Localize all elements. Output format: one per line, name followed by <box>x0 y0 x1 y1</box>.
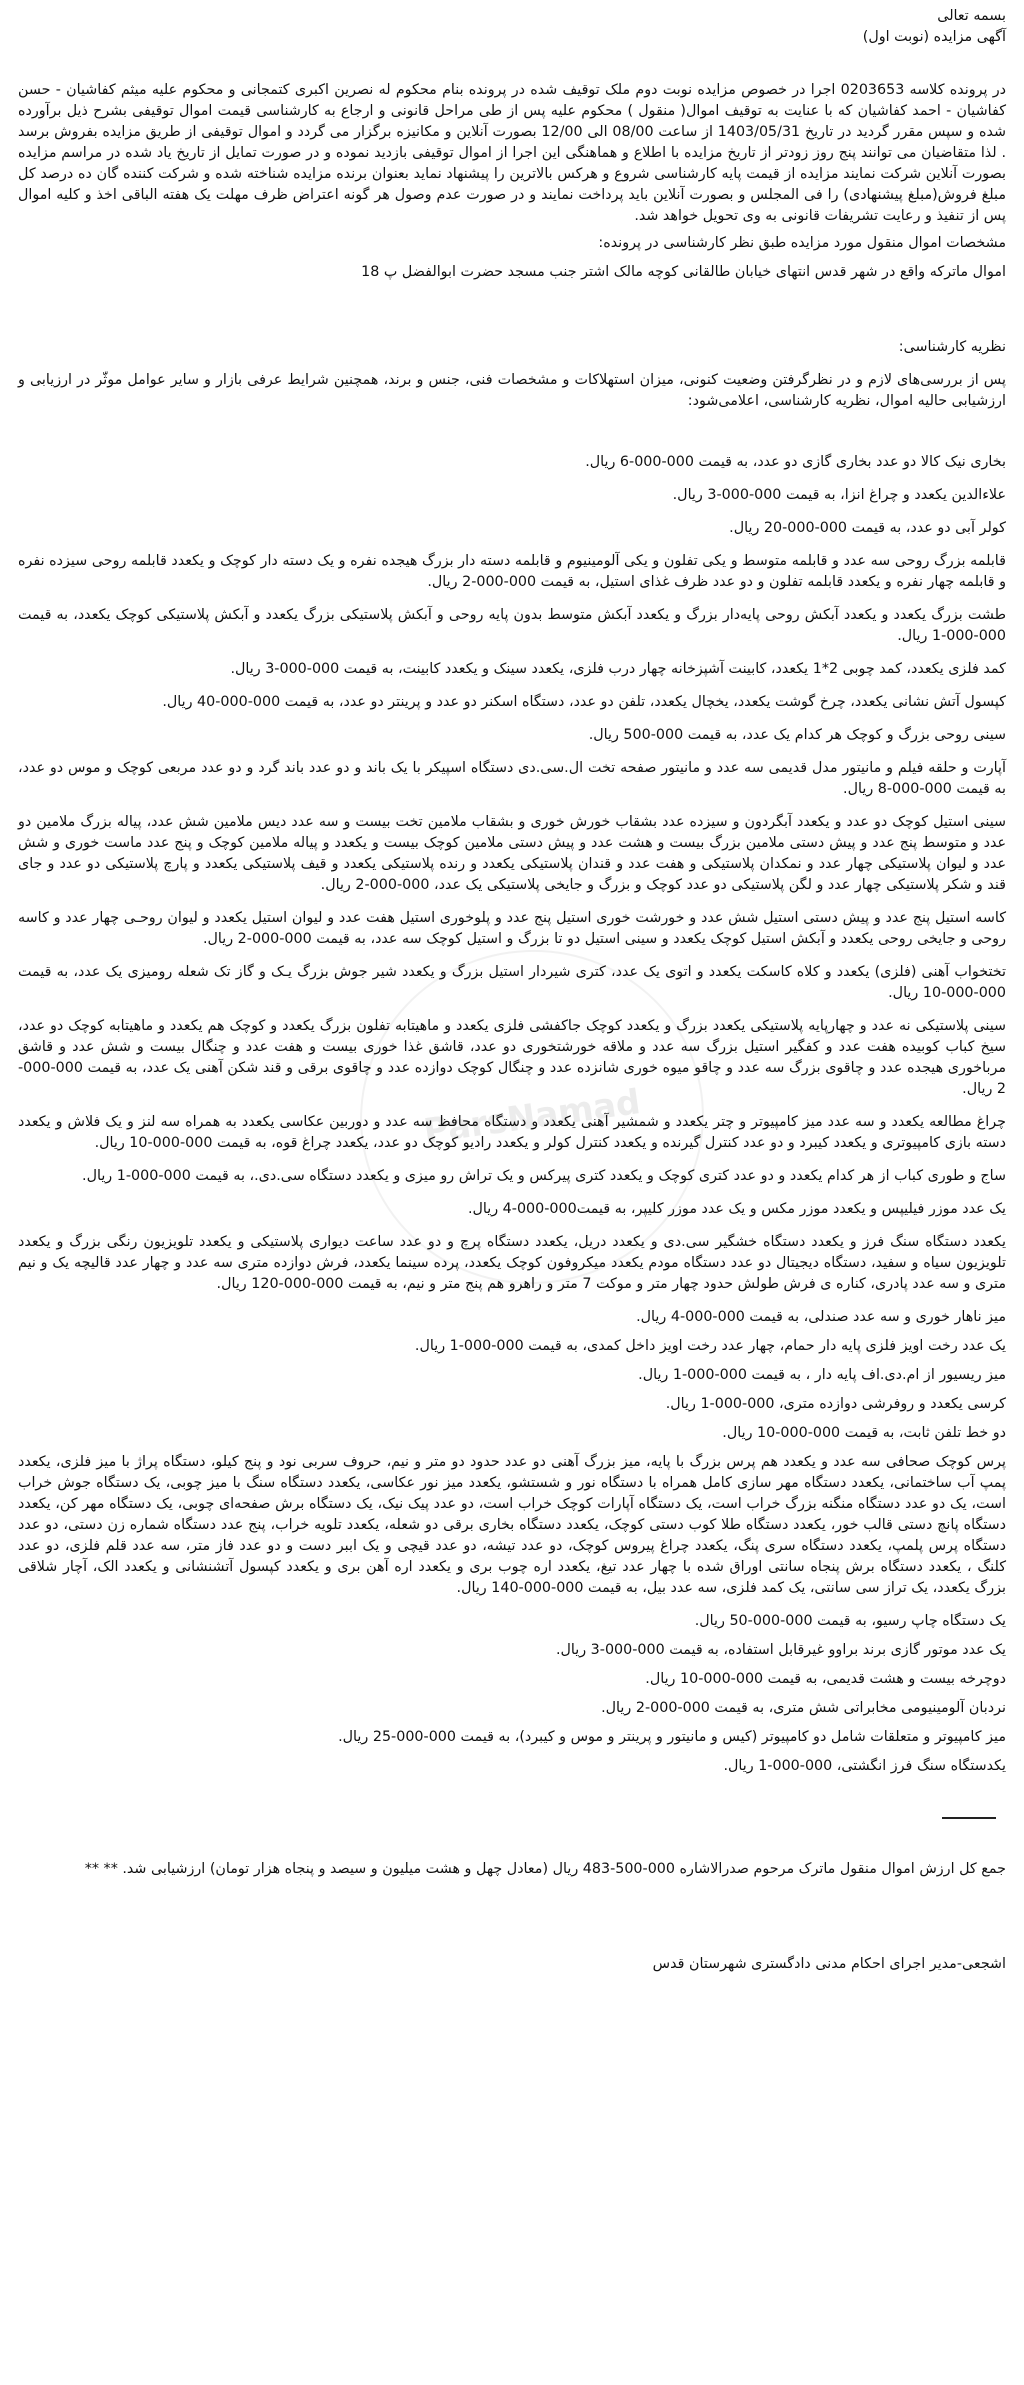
notice-subtitle: آگهی مزایده (نوبت اول) <box>862 29 1006 45</box>
list-item: کپسول آتش نشانی یکعدد، چرخ گوشت یکعدد، یخچال یکعدد، تلفن دو عدد، دستگاه اسکنر دو عدد و پرینتر دو عدد، به قیمت 000-000-40 ریال. <box>162 694 1006 710</box>
list-item: کولر آبی دو عدد، به قیمت 000-000-20 ریال. <box>729 520 1006 536</box>
list-item: پرس کوچک صحافی سه عدد و یکعدد هم پرس بزرگ با پایه، میز بزرگ آهنی دو عدد حدود دو متر و نیم، حروف سربی نود و پنج کیلو، دستگاه پراژ با میز فلزی، یکعدد پمپ آب ساختمانی، یکعدد دستگاه مهر سازی کامل همراه با دستگاه نور و شستشو، یکعدد میز نور عکاسی، یکعدد دستگاه سنگ با میز چوبی، یک دستگاه جوش خراب است، یک دو عدد دستگاه منگنه بزرگ خراب است، یک دستگاه آپارات کوچک خراب است، دو عدد پیک نیک، یک دستگاه برش صفحه‌ای چوبی، یک دستگاه مهر کن، یکعدد دستگاه پانچ دستی قالب خور، یکعدد دستگاه طلا کوب دستی کوچک، یکعدد دستگاه بخاری برقی دو شعله، یکعدد تلویه خراب، پنج عدد دستگاه شماره زن دستی، دو عدد دستگاه پرس پلمپ، یکعدد دستگاه سری پنگ، یکعدد چراغ پیروس کوچک، دو عدد تیشه، دو عدد قیچی و یک اببر دست و دو عدد فاز متر، سه عدد قلم فلزی، دو عدد کلنگ ، یکعدد دستگاه برش پنجاه سانتی اوراق شده با چهار عدد تیغ، یکعدد اره چوب بری و یکعدد اره آهن بری و یکعدد کپسول آتشنشانی و یکعدد الک، آچار شلاقی بزرگ یکعدد، یک تراز سی سانتی، یک کمد فلزی، سه عدد بیل، به قیمت 000-000-140 ریال. <box>18 1454 1006 1596</box>
list-item: سینی پلاستیکی نه عدد و چهارپایه پلاستیکی یکعدد بزرگ و یکعدد کوچک جاکفشی فلزی یکعدد و ماهیتابه تفلون بزرگ یکعدد و کوچک هم یکعدد و ماهیتابه کوچک دو عدد، سیخ کباب کوبیده هفت عدد و کفگیر استیل بزرگ سه عدد و ملاقه خورشتخوری دو عدد، قاشق غذا خوری بیست و هفت عدد و چنگال بیست و شش عدد و قاشق مرباخوری هیجده عدد و چاقوی بزرگ سه عدد و چاقو میوه خوری شانزده عدد و چنگال کوچک دوازده عدد و چاقوی برقی و قند شکن آهنی یک عدد، به قیمت 000-000-2 ریال. <box>18 1018 1006 1097</box>
list-item: کاسه استیل پنج عدد و پیش دستی استیل شش عدد و خورشت خوری استیل پنج عدد و پلوخوری استیل هفت عدد و لیوان استیل یکعدد و لیوان روحـی چهار عدد و کاسه روحی و جایخی روحی یکعدد و آبکش استیل کوچک یکعدد و سینی استیل دو تا بزرگ و استیل کوچک سه عدد، به قیمت 000-000-2 ریال. <box>18 910 1006 947</box>
signature-line: اشجعی-مدیر اجرای احکام مدنی دادگستری شهرستان قدس <box>652 1956 1006 1972</box>
list-item: بخاری نیک کالا دو عدد بخاری گازی دو عدد، به قیمت 000-000-6 ریال. <box>585 454 1006 470</box>
list-item: نردبان آلومینیومی مخابراتی شش متری، به قیمت 000-000-2 ریال. <box>601 1700 1006 1716</box>
divider-line <box>942 1817 996 1819</box>
list-item: کرسی یکعدد و روفرشی دوازده متری، 000-000-1 ریال. <box>665 1396 1006 1412</box>
list-item: سینی روحی بزرگ و کوچک هر کدام یک عدد، به قیمت 000-500 ریال. <box>588 727 1006 743</box>
list-item: یک عدد رخت اویز فلزی پایه دار حمام، چهار عدد رخت اویز داخل کمدی، به قیمت 000-000-1 ریال. <box>414 1338 1006 1354</box>
list-item: سینی استیل کوچک دو عدد و یکعدد آبگردون و سیزده عدد بشقاب خورش خوری و بشقاب ملامین تخت بیست و سه عدد دیس ملامین شش عدد، پیاله بزرگ ملامین دو عدد و متوسط پنج عدد و پیش دستی ملامین بزرگ بیست و هشت عدد و پیش دستی ملامین کوچک بیست و یکعدد و پیاله ملامین کوچک و پنج عدد ماست خوری و شش عدد و لیوان پلاستیکی چهار عدد و نمکدان پلاستیکی و هفت عدد و قندان پلاستیکی یکعدد و رنده پلاستیکی یکعدد و قیف پلاستیکی یکعدد و پارچ پلاستیکی دو عدد و جای قند و شکر پلاستیکی چهار عدد و لگن پلاستیکی دو عدد کوچک و بزرگ و جایخی پلاستیکی یک عدد، 000-000-2 ریال. <box>18 814 1006 893</box>
list-item: یک دستگاه چاپ رسیو، به قیمت 000-000-50 ریال. <box>694 1613 1006 1629</box>
list-item: علاءالدین یکعدد و چراغ انزا، به قیمت 000-000-3 ریال. <box>672 487 1006 503</box>
list-item: یکدستگاه سنگ فرز انگشتی، 000-000-1 ریال. <box>723 1758 1006 1774</box>
list-item: چراغ مطالعه یکعدد و سه عدد میز کامپیوتر و چتر یکعدد و شمشیر آهنی یکعدد و دستگاه محافظ سه عدد و دوربین عکاسی یکعدد به همراه سه لنز و یک فلاش و یکعدد دسته بازی کامپیوتری و یکعدد کیبرد و دو عدد کنترل گیرنده و یکعدد کنترل کولر و یکعدد رادیو کوچک دو عدد، یکعدد چراغ قوه، به قیمت 000-000-10 ریال. <box>18 1114 1006 1151</box>
list-item: طشت بزرگ یکعدد و یکعدد آبکش روحی پایه‌دار بزرگ و یکعدد آبکش متوسط بدون پایه روحی و آبکش پلاستیکی بزرگ یکعدد و آبکش پلاستیکی کوچک یکعدد، به قیمت 000-000-1 ریال. <box>18 607 1006 644</box>
list-item: میز ریسیور از ام.دی.اف پایه دار ، به قیمت 000-000-1 ریال. <box>638 1367 1006 1383</box>
list-item: آپارت و حلقه فیلم و مانیتور مدل قدیمی سه عدد و مانیتور صفحه تخت ال.سی.دی دستگاه اسپیکر با یک باند و دو عدد باند گرد و دو عدد مربعی کوچک و موس دو عدد، به قیمت 000-000-8 ریال. <box>18 760 1006 797</box>
list-item: یک عدد موتور گازی برند براوو غیرقابل استفاده، به قیمت 000-000-3 ریال. <box>555 1642 1006 1658</box>
specs-section-title: مشخصات اموال منقول مورد مزایده طبق نظر کارشناسی در پرونده: <box>598 235 1006 251</box>
total-value-statement: جمع کل ارزش اموال منقول ماترک مرحوم صدرالاشاره 000-500-483 ریال (معادل چهل و هشت میلیون و سیصد و پنجاه هزار تومان) ارزشیابی شد. ** ** <box>84 1861 1006 1877</box>
list-item: یکعدد دستگاه سنگ فرز و یکعدد دستگاه خشگیر سی.دی و یکعدد دریل، یکعدد دستگاه پرچ و دو عدد ساعت دیواری پلاستیکی و یکعدد تلویزیون رنگی بزرگ و یکعدد تلویزیون سیاه و سفید، دستگاه دیجیتال دو عدد دستگاه مودم یکعدد میکروفون کوچک یکعدد، پرده سینما یکعدد، فرش دوازده متری سه عدد و چهار عدد قالیچه یک و نیم متری و سه عدد پادری، کناره ی فرش طولش حدود چهار متر و موکت 7 متر و راهرو هم پنج متر و نیم، به قیمت 000-000-120 ریال. <box>18 1234 1006 1292</box>
list-item: تختخواب آهنی (فلزی) یکعدد و کلاه کاسکت یکعدد و اتوی یک عدد، کتری شیردار استیل بزرگ و یکعدد شیر جوش بزرگ یـک و گاز تک شعله رومیزی یک عدد، به قیمت 000-000-10 ریال. <box>18 964 1006 1001</box>
list-item: یک عدد موزر فیلیپس و یکعدد موزر مکس و یک عدد موزر کلیپر، به قیمت000-000-4 ریال. <box>467 1201 1006 1217</box>
list-item: میز کامپیوتر و متعلقات شامل دو کامپیوتر (کیس و مانیتور و پرینتر و موس و کیبرد)، به قیمت 000-000-25 ریال. <box>338 1729 1006 1745</box>
list-item: دو خط تلفن ثابت، به قیمت 000-000-10 ریال. <box>722 1425 1006 1441</box>
intro-paragraph: در پرونده کلاسه 0203653 اجرا در خصوص مزایده نوبت دوم ملک توقیف شده در پرونده بنام محکوم له نصرین اکبری کتمجانی و محکوم علیه میثم کفاشیان - حسن کفاشیان - احمد کفاشیان که با عنایت به توقیف اموال( منقول ) محکوم علیه پس از طی مراحل قانونی و ارجاع به کارشناسی قیمت اموال توقیفی بشرح ذیل برآورده شده و سپس مقرر گردید در تاریخ 1403/05/31 از ساعت 08/00 الی 12/00 بصورت آنلاین و مکانیزه برگزار می گردد و اموال توقیفی از طریق مزایده بفروش برسد . لذا متقاضیان می توانند پنج روز زودتر از تاریخ مزایده با اطلاع و هماهنگی این اجرا از اموال توقیفی بازدید نموده و در صورت تمایل از تاریخ یاد شده در مراسم مزایده بصورت آنلاین شرکت نمایند مزایده از قیمت پایه کارشناسی شروع و هرکس بالاترین را پیشنهاد نماید بعنوان برنده مزایده شناخته شده و شرکت کننده گان ده درصد کل مبلغ فروش(مبلغ پیشنهادی) را فی المجلس و بصورت آنلاین باید پرداخت نمایند و در صورت عدم وصول هر گونه اعتراض ظرف مهلت یک هفته الباقی اخذ و کلیه اموال پس از تنفیذ و رعایت تشریفات قانونی به وی تحویل خواهد شد. <box>18 82 1006 224</box>
expert-opinion-title: نظریه کارشناسی: <box>898 339 1006 355</box>
watermark-seal: ParsNamad <box>338 928 725 1307</box>
notice-heading: بسمه تعالی <box>937 8 1006 24</box>
items-list <box>18 452 1006 1777</box>
property-location: اموال ماترکه واقع در شهر قدس انتهای خیابان طالقانی کوچه مالک اشتر جنب مسجد حضرت ابوالفضل پ 18 <box>361 264 1006 280</box>
list-item: قابلمه بزرگ روحی سه عدد و قابلمه متوسط و یکی تفلون و یکی آلومینیوم و قابلمه دسته دار بزرگ هیجده نفره و یک دسته دار کوچک و یکعدد قابلمه روحی سیزده نفره و قابلمه چهار نفره و یکعدد قابلمه تفلون و دو عدد ظرف غذای استیل، به قیمت 000-000-2 ریال. <box>18 553 1006 590</box>
expert-opinion-text: پس از بررسی‌های لازم و در نظرگرفتن وضعیت کنونی، میزان استهلاکات و مشخصات فنی، جنس و برند، همچنین شرایط عرفی بازار و سایر عوامل موثّر در ارزیابی و ارزشیابی حالیه اموال، نظریه کارشناسی، اعلامی‌شود: <box>18 372 1006 409</box>
notice-content <box>18 6 1006 1975</box>
list-item: دوچرخه بیست و هشت قدیمی، به قیمت 000-000-10 ریال. <box>645 1671 1006 1687</box>
list-item: میز ناهار خوری و سه عدد صندلی، به قیمت 000-000-4 ریال. <box>636 1309 1006 1325</box>
list-item: ساج و طوری کباب از هر کدام یکعدد و دو عدد کتری کوچک و یکعدد کتری پیرکس و یک تراش رو میزی و یکعدد دستگاه سی.دی.، به قیمت 000-000-1 ریال. <box>82 1168 1006 1184</box>
list-item: کمد فلزی یکعدد، کمد چوبی 2*1 یکعدد، کابینت آشپزخانه چهار درب فلزی، یکعدد سینک و یکعدد کابینت، به قیمت 000-000-3 ریال. <box>230 661 1006 677</box>
